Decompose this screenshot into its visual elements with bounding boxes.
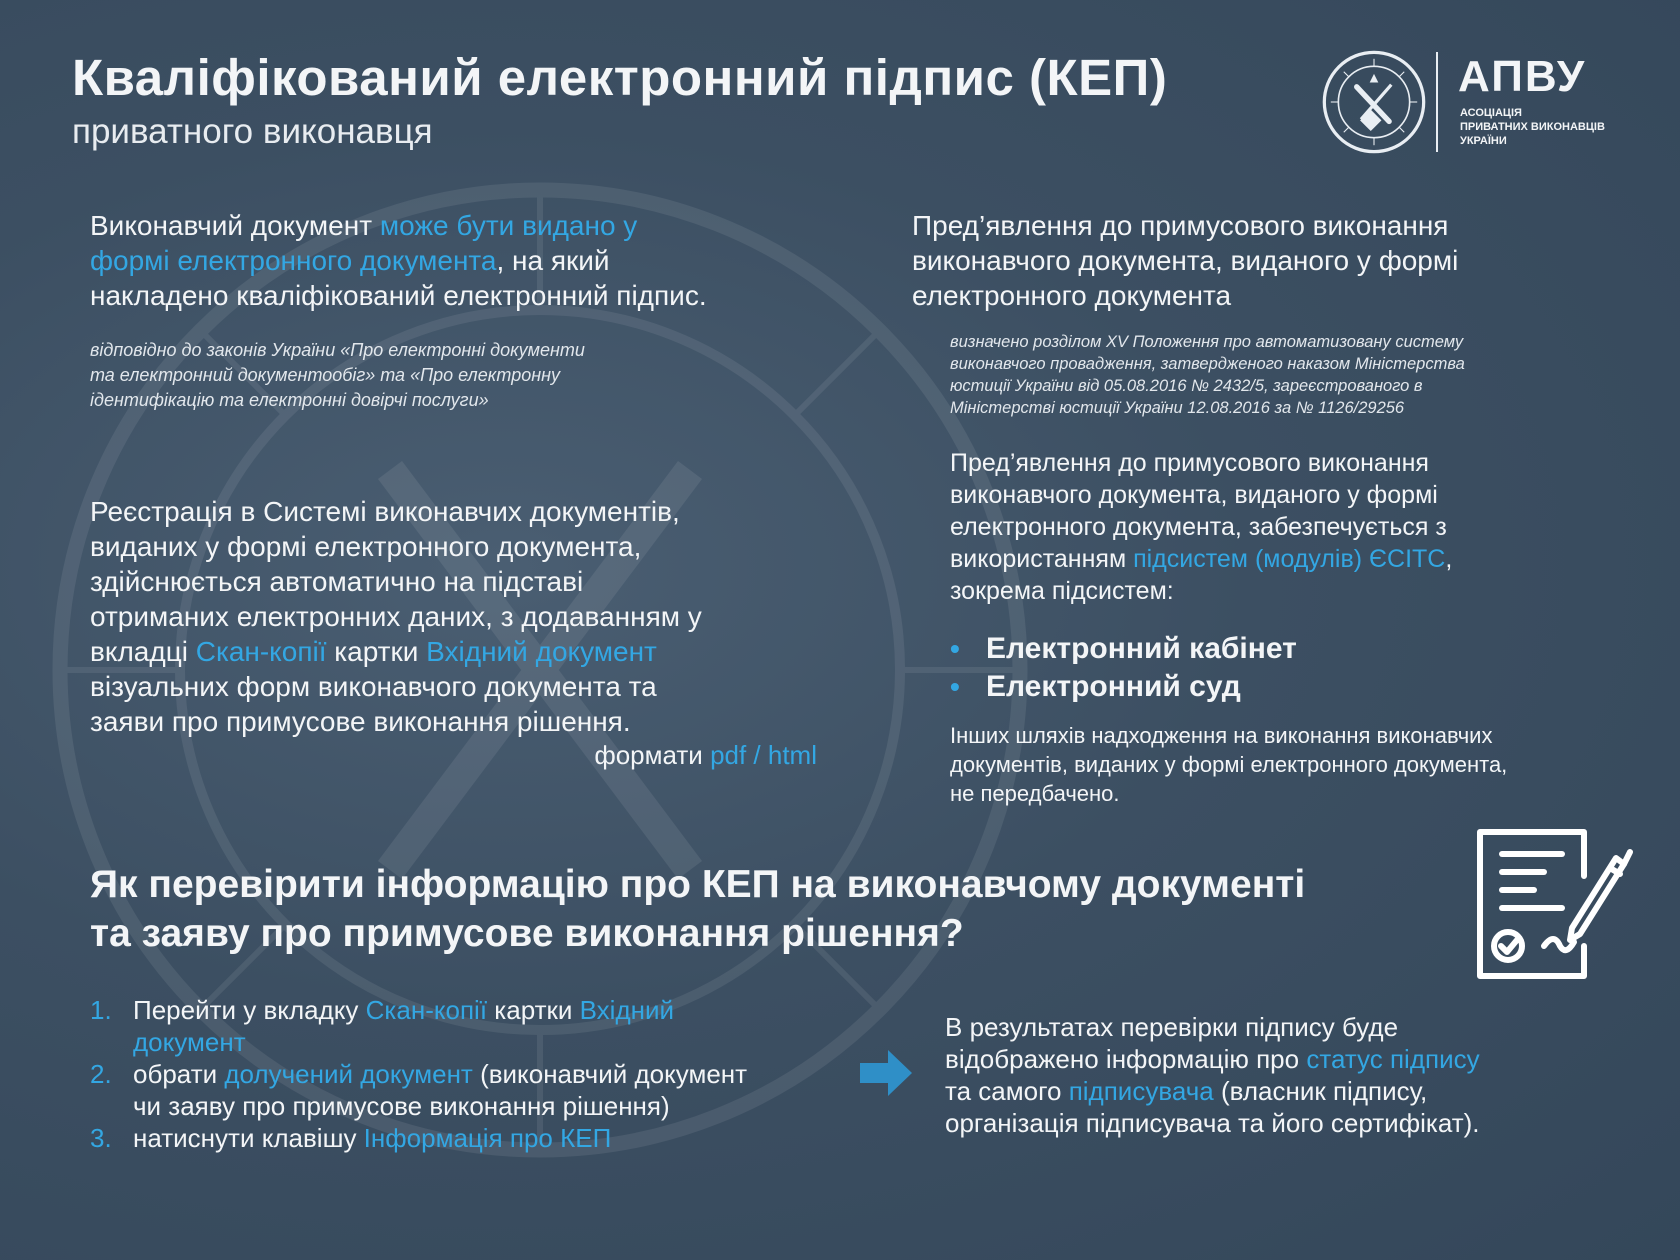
document-signature-icon <box>1474 826 1634 986</box>
list-item: 1. Перейти у вкладку Скан-копії картки Вхідний документ <box>90 995 675 1057</box>
list-item: • Електронний суд <box>950 668 1297 706</box>
page-title: Кваліфікований електронний підпис (КЕП) <box>72 49 1168 106</box>
logo-line-1: АСОЦІАЦІЯ <box>1460 107 1522 119</box>
highlight-text: підсистем (модулів) ЄСІТС <box>1133 545 1446 573</box>
highlight-text: документ <box>133 1027 246 1057</box>
laws-reference-note: відповідно до законів України «Про електронні документи та електронний документообіг» та «Про електронну ідентифікацію та електронні довірчі послуги» <box>90 340 585 410</box>
list-item: 3. натиснути клавішу Інформація про КЕП <box>90 1123 612 1153</box>
electronic-document-paragraph: Виконавчий документ може бути видано у формі електронного документа, на який накладено кваліфікований електронний підпис. <box>90 210 707 311</box>
formats-value: pdf / html <box>710 740 817 770</box>
logo-line-2: ПРИВАТНИХ ВИКОНАВЦІВ <box>1460 121 1605 133</box>
highlight-text: Скан-копії <box>365 995 488 1025</box>
bullet-dot-icon: • <box>950 671 960 702</box>
regulation-reference-note: визначено розділом XV Положення про автоматизовану систему виконавчого провадження, затвердженого наказом Міністерства юстиції України від 05.08.2016 № 2432/5, зареєстрованого в Міністерстві юстиції України 12.08.2016 за № 1126/29256 <box>950 333 1465 417</box>
highlight-text: формі електронного документа <box>90 245 497 276</box>
presentation-paragraph: Пред’явлення до примусового виконання виконавчого документа, виданого у формі електронного документа, забезпечується з використанням підсистем (модулів) ЄСІТС, зокрема підсистем: <box>950 449 1453 605</box>
list-item: • Електронний кабінет <box>950 630 1297 668</box>
highlight-text: підписувача <box>1068 1076 1214 1106</box>
logo-subtitle <box>1460 106 1605 148</box>
highlight-text: долучений документ <box>224 1059 473 1089</box>
presentation-heading: Пред’явлення до примусового виконання виконавчого документа, виданого у формі електронного документа <box>912 210 1459 311</box>
highlight-text: Вхідний документ <box>426 636 657 667</box>
list-item: 2. обрати долучений документ (виконавчий документ чи заяву про примусове виконання рішення) <box>90 1059 748 1121</box>
seal-logo-icon <box>1320 48 1428 156</box>
highlight-text: Вхідний <box>579 995 675 1025</box>
verification-steps-list <box>90 994 747 1154</box>
page-subtitle: приватного виконавця <box>72 112 433 151</box>
highlight-text: може бути видано у <box>379 210 638 241</box>
bullet-dot-icon: • <box>950 633 960 664</box>
registration-paragraph: Реєстрація в Системі виконавчих документів, виданих у формі електронного документа, здійснюється автоматично на підставі отриманих електронних даних, з додаванням у вкладці Скан-копії картки Вхідний документ візуальних форм виконавчого документа та заяви про примусове виконання рішення. <box>90 496 702 737</box>
highlight-text: Скан-копії <box>195 636 327 667</box>
logo-line-3: УКРАЇНИ <box>1460 135 1507 147</box>
logo-divider <box>1436 52 1438 152</box>
highlight-text: статус підпису <box>1306 1044 1480 1074</box>
arrow-right-icon <box>860 1050 912 1096</box>
verification-question-heading: Як перевірити інформацію про КЕП на виконавчому документі та заяву про примусове виконання рішення? <box>90 863 1306 955</box>
highlight-text: Інформація про КЕП <box>363 1123 612 1153</box>
no-other-ways-note: Інших шляхів надходження на виконання виконавчих документів, виданих у формі електронного документа, не передбачено. <box>950 723 1508 806</box>
formats-line: формати pdf / html <box>594 740 817 770</box>
verification-result-paragraph: В результатах перевірки підпису буде відображено інформацію про статус підпису та самого підписувача (власник підпису, організація підписувача та його сертифікат). <box>945 1012 1480 1138</box>
logo-acronym: АПВУ <box>1458 52 1587 101</box>
subsystems-list <box>950 630 1297 706</box>
